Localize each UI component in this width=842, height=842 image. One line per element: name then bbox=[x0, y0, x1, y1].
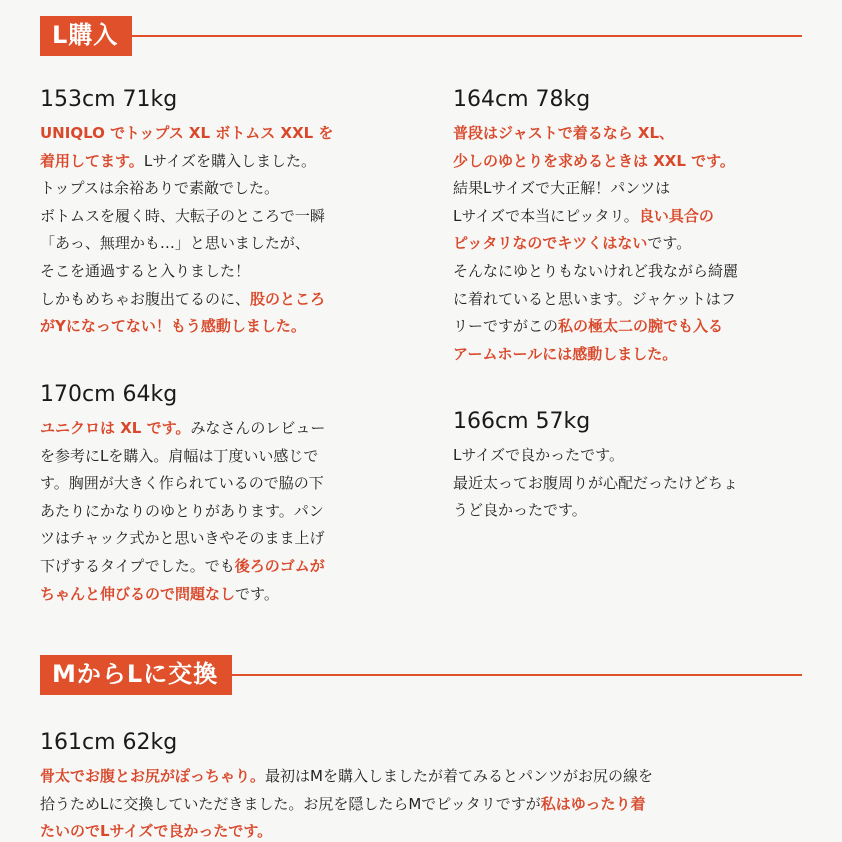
highlighted-text: 股のところ bbox=[250, 289, 326, 308]
review-title: 153cm 71kg bbox=[40, 87, 178, 112]
body-text: です。 bbox=[647, 234, 692, 253]
body-text: リーですがこの bbox=[453, 317, 559, 336]
review-line bbox=[40, 148, 333, 176]
highlighted-text: 骨太でお腹とお尻がぽっちゃり。 bbox=[40, 767, 266, 785]
review-title: 164cm 78kg bbox=[453, 87, 591, 112]
body-text: みなさんのレビュー bbox=[190, 419, 326, 437]
review-title: 170cm 64kg bbox=[40, 382, 178, 407]
review-title: 161cm 62kg bbox=[40, 730, 178, 755]
review-line bbox=[40, 415, 325, 443]
review-line bbox=[40, 230, 333, 258]
review-line bbox=[40, 763, 653, 791]
body-text: トップスは余裕ありで素敵でした。 bbox=[40, 179, 279, 198]
body-text: そこを通過すると入りました！ bbox=[40, 261, 251, 280]
review-line bbox=[453, 175, 738, 203]
review-body bbox=[40, 120, 333, 341]
body-text: 最近太ってお腹周りが心配だったけどちょ bbox=[453, 473, 739, 492]
body-text: 拾うためLに交換していただきました。お尻を隠したらMでピッタリですが bbox=[40, 794, 541, 813]
body-text: 最初はMを購入しましたが着てみるとパンツがお尻の線を bbox=[265, 767, 653, 785]
body-text: 「あっ、無理かも…」と思いましたが、 bbox=[40, 234, 310, 253]
highlighted-text: 良い具合の bbox=[638, 206, 714, 225]
body-text: 結果Lサイズで大正解！パンツは bbox=[453, 179, 671, 198]
body-text: Lサイズで良かったです。 bbox=[453, 446, 624, 464]
review-line bbox=[453, 442, 738, 470]
highlighted-text: たいのでLサイズで良かったです。 bbox=[40, 822, 273, 841]
body-text: ボトムスを履く時、大転子のところで一瞬 bbox=[40, 206, 325, 225]
highlighted-text: ちゃんと伸びるので問題なし bbox=[40, 584, 236, 603]
review-line bbox=[453, 258, 738, 286]
section-divider bbox=[232, 674, 802, 676]
review-line bbox=[40, 470, 325, 498]
review-line bbox=[40, 498, 325, 526]
review-line bbox=[40, 553, 325, 581]
highlighted-text: アームホールには感動しました。 bbox=[453, 344, 678, 363]
review-line bbox=[40, 443, 325, 471]
review-body bbox=[453, 120, 738, 368]
body-text: す。胸囲が大きく作られているので脇の下 bbox=[40, 474, 324, 493]
body-text: 下げするタイプでした。でも bbox=[40, 556, 235, 575]
review-line bbox=[40, 286, 333, 314]
highlighted-text: ピッタリなのでキツくはない bbox=[453, 234, 648, 253]
review-line bbox=[40, 581, 325, 609]
section-header-l-purchase bbox=[40, 16, 802, 56]
review-161cm bbox=[40, 729, 653, 842]
review-line bbox=[453, 286, 738, 314]
section-label: MからLに交換 bbox=[40, 655, 232, 695]
review-line bbox=[453, 497, 738, 525]
review-line bbox=[453, 341, 738, 369]
body-text: そんなにゆとりもないけれど我ながら綺麗 bbox=[453, 261, 739, 280]
review-153cm bbox=[40, 86, 333, 341]
review-line bbox=[453, 120, 738, 148]
body-text: Lサイズで本当にピッタリ。 bbox=[453, 206, 639, 225]
review-body bbox=[40, 763, 653, 842]
body-text: ツはチャック式かと思いきやそのまま上げ bbox=[40, 529, 325, 548]
review-title: 166cm 57kg bbox=[453, 409, 591, 434]
review-line bbox=[40, 203, 333, 231]
review-line bbox=[453, 203, 738, 231]
highlighted-text: 後ろのゴムが bbox=[234, 556, 325, 575]
review-line bbox=[40, 313, 333, 341]
review-line bbox=[453, 148, 738, 176]
section-header-m-to-l-exchange bbox=[40, 655, 802, 695]
review-164cm bbox=[453, 86, 738, 368]
body-text: に着れていると思います。ジャケットはフ bbox=[453, 289, 736, 308]
highlighted-text: 私はゆったり着 bbox=[540, 794, 646, 813]
highlighted-text: がYになってない！もう感動しました。 bbox=[40, 317, 306, 336]
body-text: を参考にLを購入。肩幅は丁度いい感じで bbox=[40, 446, 319, 465]
review-166cm bbox=[453, 408, 738, 525]
review-body bbox=[453, 442, 738, 525]
body-text: うど良かったです。 bbox=[453, 501, 587, 520]
highlighted-text: 少しのゆとりを求めるときは XXL です。 bbox=[453, 151, 735, 170]
body-text: Lサイズを購入しました。 bbox=[143, 151, 316, 170]
review-body bbox=[40, 415, 325, 608]
review-line bbox=[40, 791, 653, 819]
review-line bbox=[40, 525, 325, 553]
review-line bbox=[453, 313, 738, 341]
section-divider bbox=[132, 35, 802, 37]
highlighted-text: UNIQLO でトップス XL ボトムス XXL を bbox=[40, 124, 334, 142]
body-text: です。 bbox=[235, 584, 279, 603]
highlighted-text: 着用してます。 bbox=[40, 151, 144, 170]
section-label: L購入 bbox=[40, 16, 132, 56]
body-text: しかもめちゃお腹出てるのに、 bbox=[40, 289, 251, 308]
review-line bbox=[453, 230, 738, 258]
review-line bbox=[40, 258, 333, 286]
review-line bbox=[40, 120, 333, 148]
highlighted-text: 私の極太二の腕でも入る bbox=[558, 317, 724, 336]
highlighted-text: 普段はジャストで着るなら XL、 bbox=[453, 124, 675, 142]
review-line bbox=[40, 818, 653, 842]
body-text: あたりにかなりのゆとりがあります。パン bbox=[40, 501, 324, 520]
review-170cm bbox=[40, 381, 325, 608]
highlighted-text: ユニクロは XL です。 bbox=[40, 419, 191, 437]
review-line bbox=[453, 470, 738, 498]
review-line bbox=[40, 175, 333, 203]
